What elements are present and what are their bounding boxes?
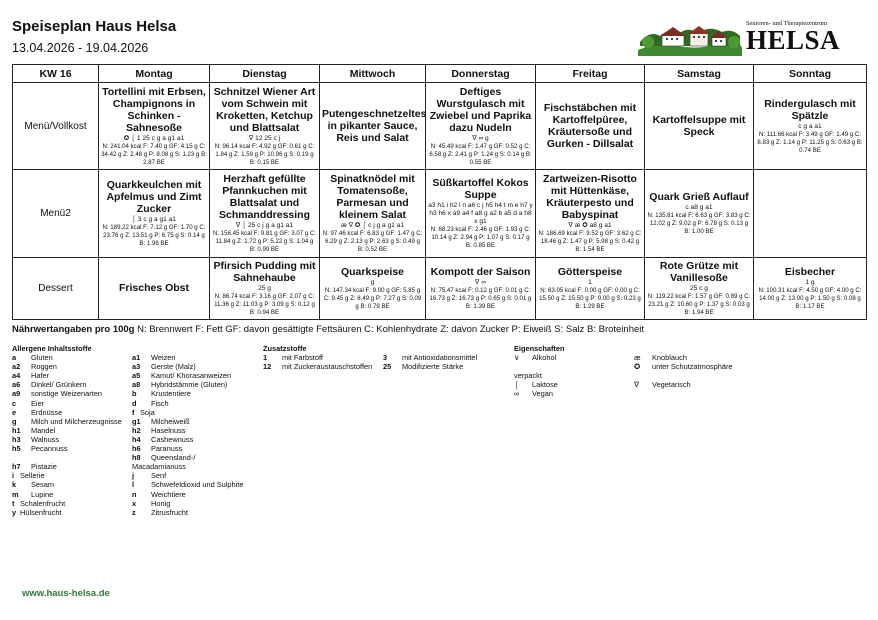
alcohol-icon: ∨ (514, 353, 520, 363)
nutrition-values: N: 68.23 kcal F: 2.46 g GF: 1.93 g C: 10.14 g Z: 2.94 g P: 1.07 g S: 0.17 g B: 0.85 BE (430, 226, 531, 249)
menu-cell (536, 258, 645, 320)
list-item: g Milch und Milcherzeugnisse (12, 416, 122, 426)
menu-cell (99, 83, 210, 170)
nutrition-values: N: 241.04 kcal F: 7.40 g GF: 4.15 g C: 34.42 g Z: 2.48 g P: 8.08 g S: 1.23 g B: 2.87 BE (101, 142, 207, 166)
list-item: j Senf (132, 471, 167, 481)
nutrition-legend (12, 324, 644, 335)
lactose-icon: ⌠ (514, 380, 519, 390)
list-item: e Erdnüsse (12, 407, 63, 417)
list-item: 3 mit Antioxidationsmittel (383, 353, 478, 363)
additive-list (263, 344, 513, 371)
row-label: Menü/Vollkost (13, 83, 99, 170)
allergen-heading: Allergene Inhaltsstoffe (12, 344, 92, 353)
list-item: m Lupine (12, 489, 54, 499)
menu-cell (210, 258, 320, 320)
list-item: b Krustentiere (132, 389, 191, 399)
allergen-codes: 1 g (805, 279, 815, 286)
day-header: Dienstag (210, 65, 320, 83)
vegetarian-icon: ∇ (634, 380, 639, 390)
allergen-codes: ✪ ⌠ 1 25 c g a g1 a1 (123, 134, 185, 142)
allergen-codes: ∇ ∞ g (472, 134, 489, 142)
list-item: h5 Pecannuss (12, 444, 68, 454)
nutrition-values: N: 119.22 kcal F: 1.57 g GF: 0.89 g C: 23.21 g Z: 10.60 g P: 1.37 g S: 0.03 g B: 1.94 BE (647, 293, 751, 316)
list-item-wrap: Macadamianuss (132, 462, 186, 472)
dish-name: Herzhaft gefüllte Pfannkuchen mit Blattsalat und Schmanddressing (218, 173, 311, 221)
menu-cell (754, 170, 867, 258)
table-row (13, 170, 867, 258)
dish-name: Deftiges Wurstgulasch mit Zwiebel und Paprika dazu Nudeln (429, 85, 532, 134)
menu-cell (754, 258, 867, 320)
dish-name: Quarkkeulchen mit Apfelmus und Zimt Zucker (106, 179, 202, 215)
dish-name: Götterspeise (557, 266, 623, 278)
list-item: a Gluten (12, 353, 53, 363)
menu-cell (754, 83, 867, 170)
nutrition-values: N: 189.22 kcal F: 7.12 g GF: 1.70 g C: 23.76 g Z: 13.51 g P: 6.75 g S: 0.14 g B: 1.98 BE (102, 224, 206, 247)
list-item: c Eier (12, 398, 45, 408)
menu-cell (210, 83, 320, 170)
property-list (514, 344, 754, 399)
nutrition-legend-label: Nährwertangaben pro 100g (12, 324, 135, 335)
website-link[interactable]: www.haus-helsa.de (22, 588, 110, 599)
nutrition-values: N: 111.66 kcal F: 3.49 g GF: 1.49 g C: 8.83 g Z: 1.14 g P: 11.25 g S: 0.63 g B: 0.74 BE (757, 130, 863, 154)
list-item: a8 Hybridstämme (Gluten) (132, 380, 228, 390)
menu-cell (426, 83, 536, 170)
dish-name: Süßkartoffel Kokos Suppe (432, 177, 529, 201)
list-item: x Honig (132, 498, 171, 508)
table-header-row (13, 65, 867, 83)
allergen-list-col1 (12, 344, 132, 517)
menu-cell (645, 170, 754, 258)
allergen-codes: 1 (588, 279, 592, 286)
allergen-codes: ∇ ∞ (475, 279, 486, 286)
allergen-codes: c g a a1 (798, 122, 822, 130)
list-item: g1 Milcheiweiß (132, 416, 190, 426)
list-item: a3 Gerste (Malz) (132, 362, 196, 372)
menu-cell (320, 258, 426, 320)
list-item: h6 Paranuss (132, 444, 183, 454)
nutrition-values: N: 186.69 kcal F: 9.52 g GF: 3.62 g C: 18.46 g Z: 1.47 g P: 5.98 g S: 0.42 g B: 1.54 BE (538, 230, 642, 253)
dish-name: Frisches Obst (118, 282, 190, 294)
list-item: k Sesam (12, 480, 55, 490)
day-header: Sonntag (754, 65, 867, 83)
logo-tagline: Senioren- und Therapiezentrum (746, 20, 828, 27)
logo-brand: HELSA (746, 25, 841, 55)
menu-cell (645, 258, 754, 320)
list-item: ∇ Vegetarisch (634, 380, 691, 390)
date-range: 13.04.2026 - 19.04.2026 (12, 41, 149, 55)
list-item: h1 Mandel (12, 425, 56, 435)
list-item: i Sellerie (12, 471, 45, 481)
menu-table (12, 64, 867, 320)
dish-name: Tortellini mit Erbsen, Champignons in Schinken - Sahnesoße (102, 85, 206, 134)
allergen-codes: ∇ 12 25 c j (248, 134, 281, 142)
menu-cell (99, 258, 210, 320)
list-item: æ Knoblauch (634, 353, 687, 363)
nutrition-values: N: 45.49 kcal F: 1.47 g GF: 0.52 g C: 6.58 g Z: 2.41 g P: 1.24 g S: 0.14 g B: 0.55 BE (429, 142, 532, 166)
dish-name: Quark Grieß Auflauf (649, 191, 749, 203)
dish-name: Rindergulasch mit Spätzle (764, 97, 856, 122)
protective-atmosphere-icon: ✪ (634, 362, 641, 372)
allergen-codes: ∇ ⌠ 25 c j g a g1 a1 (235, 222, 294, 229)
list-item: a4 Hafer (12, 371, 50, 381)
allergen-codes: 25 g (258, 285, 271, 292)
village-illustration (638, 22, 742, 56)
nutrition-values: N: 86.74 kcal F: 3.16 g GF: 2.07 g C: 11.36 g Z: 11.03 g P: 3.09 g S: 0.12 g B: 0.94 BE (214, 293, 315, 316)
nutrition-values: N: 100.31 kcal F: 4.50 g GF: 4.00 g C: 14.00 g Z: 13.00 g P: 1.50 g S: 0.08 g B: 1.17 BE (758, 287, 862, 310)
dish-name: Pfirsich Pudding mit Sahnehaube (213, 260, 316, 284)
nutrition-values: N: 156.45 kcal F: 9.81 g GF: 3.07 g C: 11.84 g Z: 1.72 g P: 5.22 g S: 1.04 g B: 0.99 BE (213, 230, 316, 253)
list-item: a6 Dinkel/ Grünkern (12, 380, 87, 390)
menu-cell (426, 170, 536, 258)
day-header: Donnerstag (426, 65, 536, 83)
menu-cell (426, 258, 536, 320)
row-label: Menü2 (13, 170, 99, 258)
allergen-codes: a3 h1 i h2 l n a6 c j h5 h4 t m e h7 y h3 h6 x a9 a4 f a8 g a2 b a5 d a h8 x g1 (428, 202, 533, 225)
dish-name: Schnitzel Wiener Art vom Schwein mit Kroketten, Ketchup und Blattsalat (213, 85, 316, 134)
list-item: t Schalenfrucht (12, 498, 66, 508)
list-item: z Zitrusfrucht (132, 507, 188, 517)
list-item: f Soja (132, 407, 155, 417)
menu-cell (645, 83, 754, 170)
allergen-codes: g (370, 279, 375, 286)
day-header: Samstag (645, 65, 754, 83)
day-header: Montag (99, 65, 210, 83)
week-label: KW 16 (13, 65, 99, 83)
dish-name: Putengeschnetzeltes in pikanter Sauce, Reis und Salat (322, 107, 427, 144)
dish-name: Rote Grütze mit Vanillesoße (659, 260, 739, 284)
list-item: h3 Walnuss (12, 434, 60, 444)
day-header: Mittwoch (320, 65, 426, 83)
list-item: a1 Weizen (132, 353, 176, 363)
nutrition-legend-text: N: Brennwert F: Fett GF: davon gesättigte Fettsäuren C: Kohlenhydrate Z: davon Zucker P: Eiweiß S: Salz B: Broteinheit (137, 324, 645, 335)
list-item: a2 Roggen (12, 362, 57, 372)
menu-cell (320, 83, 426, 170)
list-item: ⌠ Laktose (514, 380, 558, 390)
menu-cell (536, 170, 645, 258)
list-item: a9 sonstige Weizenarten (12, 389, 102, 399)
additive-heading: Zusatzstoffe (263, 344, 307, 353)
dish-name: Spinatknödel mit Tomatensoße, Parmesan und kleinem Salat (330, 173, 415, 221)
dish-name: Kompott der Saison (430, 266, 531, 278)
menu-cell (536, 83, 645, 170)
table-row (13, 258, 867, 320)
list-item: 25 Modifizierte Stärke (383, 362, 464, 372)
list-item: ∞ Vegan (514, 389, 553, 399)
helsa-logo (638, 20, 866, 56)
day-header: Freitag (536, 65, 645, 83)
menu-cell (320, 170, 426, 258)
vegan-icon: ∞ (514, 389, 520, 399)
allergen-codes: 25 c g (690, 285, 708, 292)
list-item: ∨ Alkohol (514, 353, 557, 363)
list-item: 1 mit Farbstoff (263, 353, 323, 363)
list-item: n Weichtiere (132, 489, 186, 499)
row-label: Dessert (13, 258, 99, 320)
page-title: Speiseplan Haus Helsa (12, 18, 177, 35)
list-item: y Hülsenfrucht (12, 507, 62, 517)
list-item: d Fisch (132, 398, 169, 408)
dish-name: Quarkspeise (340, 266, 405, 278)
list-item: h4 Cashewnuss (132, 434, 194, 444)
nutrition-values: N: 135.81 kcal F: 6.63 g GF: 3.83 g C: 12.02 g Z: 9.02 g P: 6.78 g S: 0.13 g B: 1.00 BE (647, 212, 751, 235)
allergen-codes: æ ∇ ✪ ⌠ c j g a g1 a1 (340, 222, 405, 229)
nutrition-values: N: 97.46 kcal F: 6.83 g GF: 1.47 g C: 6.29 g Z: 2.13 g P: 2.63 g S: 0.49 g B: 0.52 BE (322, 230, 423, 253)
list-item: h7 Pistazie (12, 462, 57, 472)
menu-cell (99, 170, 210, 258)
nutrition-values: N: 63.05 kcal F: 0.00 g GF: 0.00 g C: 15.50 g Z: 15.50 g P: 0.00 g S: 0.23 g B: 1.29 BE (539, 287, 641, 310)
allergen-codes: ∇ æ ✪ a8 g a1 (568, 222, 612, 229)
list-item: ✪ unter Schutzatmosphäre (634, 362, 733, 372)
nutrition-values: N: 96.14 kcal F: 4.92 g GF: 0.61 g C: 1.84 g Z: 1.59 g P: 10.96 g S: 0.19 g B: 0.15 BE (214, 142, 315, 166)
property-heading: Eigenschaften (514, 344, 565, 353)
list-item-wrap: verpackt (514, 371, 542, 381)
list-item: h8 Queensland-/ (132, 453, 196, 463)
list-item: a5 Kamut/ Khorasanweizen (132, 371, 232, 381)
list-item: h2 Haselnuss (132, 425, 186, 435)
nutrition-values: N: 75.47 kcal F: 0.12 g GF: 0.01 g C: 16.73 g Z: 16.73 g P: 0.65 g S: 0.01 g B: 1.39 BE (429, 287, 532, 310)
dish-name: Zartweizen-Risotto mit Hüttenkäse, Kräuterpesto und Babyspinat (543, 173, 637, 221)
nutrition-values: N: 147.34 kcal F: 9.00 g GF: 5.85 g C: 9.45 g Z: 8.49 g P: 7.27 g S: 0.09 g B: 0.79 BE (323, 287, 422, 310)
menu-cell (210, 170, 320, 258)
allergen-codes: ⌠ 3 c g a g1 a1 (132, 216, 176, 223)
list-item: l Schwefeldioxid und Sulphite (132, 480, 244, 490)
dish-name: Fischstäbchen mit Kartoffelpüree, Kräutersoße und Gurken - Dillsalat (543, 101, 637, 150)
table-row (13, 83, 867, 170)
allergen-codes: c a8 g a1 (685, 204, 713, 211)
garlic-icon: æ (634, 353, 641, 363)
list-item: 12 mit Zuckeraustauschstoffen (263, 362, 373, 372)
allergen-list-col2 (132, 353, 262, 517)
dish-name: Kartoffelsuppe mit Speck (652, 113, 746, 138)
dish-name: Eisbecher (784, 266, 836, 278)
